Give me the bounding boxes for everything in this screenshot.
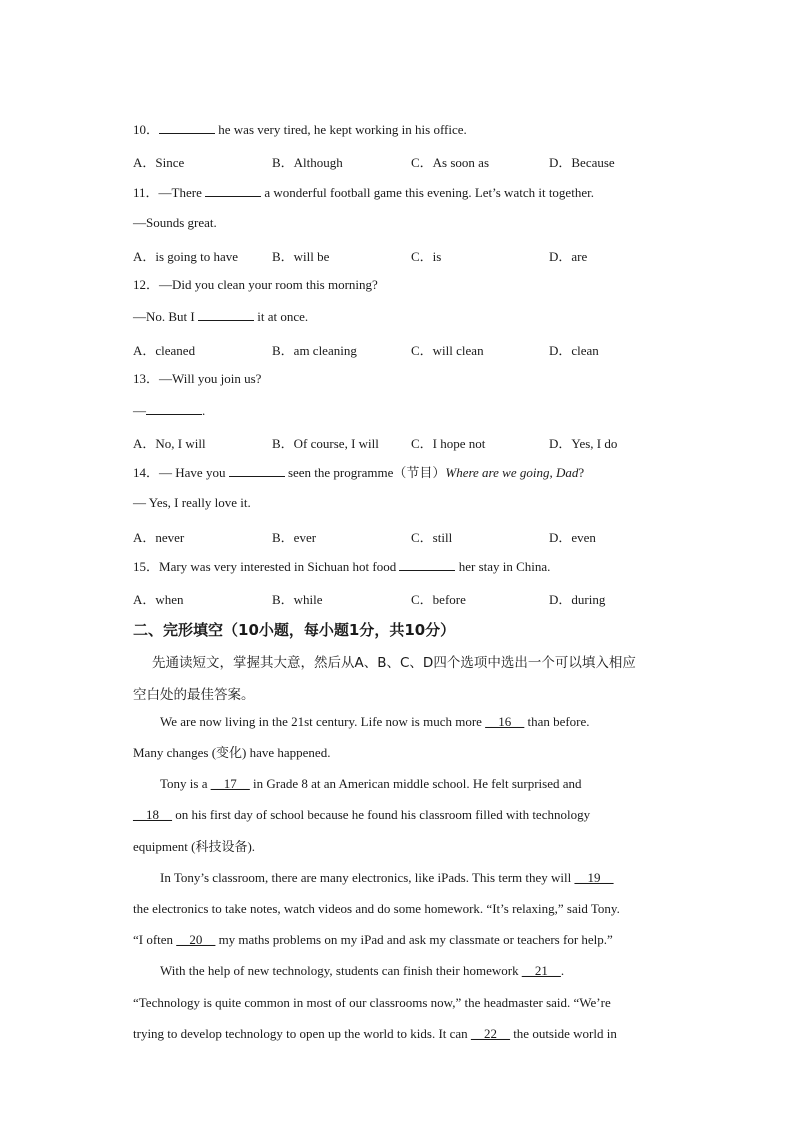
question-text: a wonderful football game this evening. Let’s watch it together. (261, 185, 594, 200)
passage-line: equipment (科技设备). (133, 839, 256, 854)
question-11 (133, 184, 594, 201)
passage-text: on his first day of school because he found his classroom filled with technology (172, 807, 591, 822)
question-text: —Did you clean your room this morning? (159, 277, 378, 292)
programme-title: Where are we going, Dad (445, 465, 579, 480)
question-13-reply (133, 402, 205, 419)
option-d[interactable]: D．even (549, 530, 596, 545)
option-c[interactable]: C．I hope not (411, 436, 486, 451)
passage-line (160, 870, 614, 886)
answer-blank[interactable] (159, 121, 215, 134)
blank-20[interactable]: __20__ (176, 932, 216, 947)
question-text: seen the programme（节目） (284, 465, 446, 480)
question-text: he was very tired, he kept working in his office. (215, 122, 467, 137)
passage-line (160, 776, 582, 792)
passage-text: “I often (133, 932, 177, 947)
option-a[interactable]: A．Since (133, 155, 185, 170)
question-number: 13． (133, 371, 160, 386)
blank-22[interactable]: __22__ (470, 1026, 510, 1041)
passage-text: We are now living in the 21st century. Life now is much more (160, 714, 486, 729)
option-a[interactable]: A．No, I will (133, 436, 206, 451)
question-14-reply: — Yes, I really love it. (133, 495, 251, 510)
option-b[interactable]: B．ever (272, 530, 317, 545)
question-text: her stay in China. (455, 559, 551, 574)
question-10 (133, 121, 467, 138)
question-number: 12． (133, 277, 160, 292)
option-d[interactable]: D．Yes, I do (549, 436, 618, 451)
passage-text: in Grade 8 at an American middle school. He felt surprised and (249, 776, 582, 791)
passage-line: the electronics to take notes, watch videos and do some homework. “It’s relaxing,” said Tony. (133, 901, 620, 916)
option-b[interactable]: B．am cleaning (272, 343, 357, 358)
option-a[interactable]: A．when (133, 592, 184, 607)
question-number: 15． (133, 559, 160, 574)
passage-text: than before. (524, 714, 590, 729)
question-text: —There (158, 185, 206, 200)
reply-text: —No. But I (133, 309, 198, 324)
section-heading: 二、完形填空（10小题，每小题1分，共10分） (133, 621, 456, 639)
question-number: 11． (133, 185, 159, 200)
options-12 (133, 340, 693, 356)
question-text: ? (578, 465, 585, 480)
option-c[interactable]: C．still (411, 530, 453, 545)
options-10 (133, 152, 693, 168)
passage-text: my maths problems on my iPad and ask my classmate or teachers for help.” (215, 932, 613, 947)
reply-text: . (202, 403, 206, 418)
question-number: 14． (133, 465, 160, 480)
options-15 (133, 589, 693, 605)
passage-line (160, 963, 564, 979)
option-d[interactable]: D．are (549, 249, 588, 264)
passage-text: Tony is a (160, 776, 211, 791)
question-12 (133, 277, 378, 293)
option-b[interactable]: B．while (272, 592, 323, 607)
question-number: 10． (133, 122, 160, 137)
blank-17[interactable]: __17__ (210, 776, 250, 791)
option-b[interactable]: B．will be (272, 249, 330, 264)
section-instruction: 空白处的最佳答案。 (133, 687, 255, 703)
option-b[interactable]: B．Of course, I will (272, 436, 379, 451)
option-c[interactable]: C．As soon as (411, 155, 490, 170)
question-11-reply: —Sounds great. (133, 215, 217, 230)
passage-line (133, 932, 613, 948)
option-d[interactable]: D．during (549, 592, 606, 607)
blank-19[interactable]: __19__ (574, 870, 614, 885)
passage-line (133, 807, 590, 823)
question-12-reply (133, 308, 308, 325)
options-11 (133, 246, 693, 262)
option-d[interactable]: D．clean (549, 343, 599, 358)
answer-blank[interactable] (146, 402, 202, 415)
section-instruction: 先通读短文，掌握其大意，然后从A、B、C、D四个选项中选出一个可以填入相应 (152, 655, 636, 671)
answer-blank[interactable] (229, 464, 285, 477)
answer-blank[interactable] (205, 184, 261, 197)
answer-blank[interactable] (198, 308, 254, 321)
option-c[interactable]: C．before (411, 592, 466, 607)
question-text: —Will you join us? (159, 371, 262, 386)
blank-21[interactable]: __21__ (521, 963, 561, 978)
reply-text: — (133, 403, 146, 418)
passage-text: . (560, 963, 565, 978)
options-13 (133, 433, 693, 449)
passage-line (160, 714, 590, 730)
blank-16[interactable]: __16__ (485, 714, 525, 729)
option-b[interactable]: B．Although (272, 155, 343, 170)
passage-text: With the help of new technology, students can finish their homework (160, 963, 522, 978)
option-d[interactable]: D．Because (549, 155, 615, 170)
question-13 (133, 371, 261, 387)
question-15 (133, 558, 550, 575)
options-14 (133, 527, 693, 543)
option-c[interactable]: C．is (411, 249, 442, 264)
answer-blank[interactable] (399, 558, 455, 571)
passage-line: “Technology is quite common in most of our classrooms now,” the headmaster said. “We’re (133, 995, 611, 1010)
question-text: — Have you (159, 465, 229, 480)
passage-text: In Tony’s classroom, there are many electronics, like iPads. This term they will (160, 870, 575, 885)
passage-text: the outside world in (509, 1026, 617, 1041)
option-a[interactable]: A．cleaned (133, 343, 196, 358)
blank-18[interactable]: __18__ (133, 807, 172, 822)
option-a[interactable]: A．is going to have (133, 249, 239, 264)
passage-line (133, 1026, 617, 1042)
reply-text: it at once. (254, 309, 309, 324)
option-c[interactable]: C．will clean (411, 343, 484, 358)
question-14 (133, 464, 584, 481)
passage-text: trying to develop technology to open up the world to kids. It can (133, 1026, 471, 1041)
question-text: Mary was very interested in Sichuan hot food (159, 559, 400, 574)
option-a[interactable]: A．never (133, 530, 185, 545)
passage-line: Many changes (变化) have happened. (133, 745, 331, 760)
